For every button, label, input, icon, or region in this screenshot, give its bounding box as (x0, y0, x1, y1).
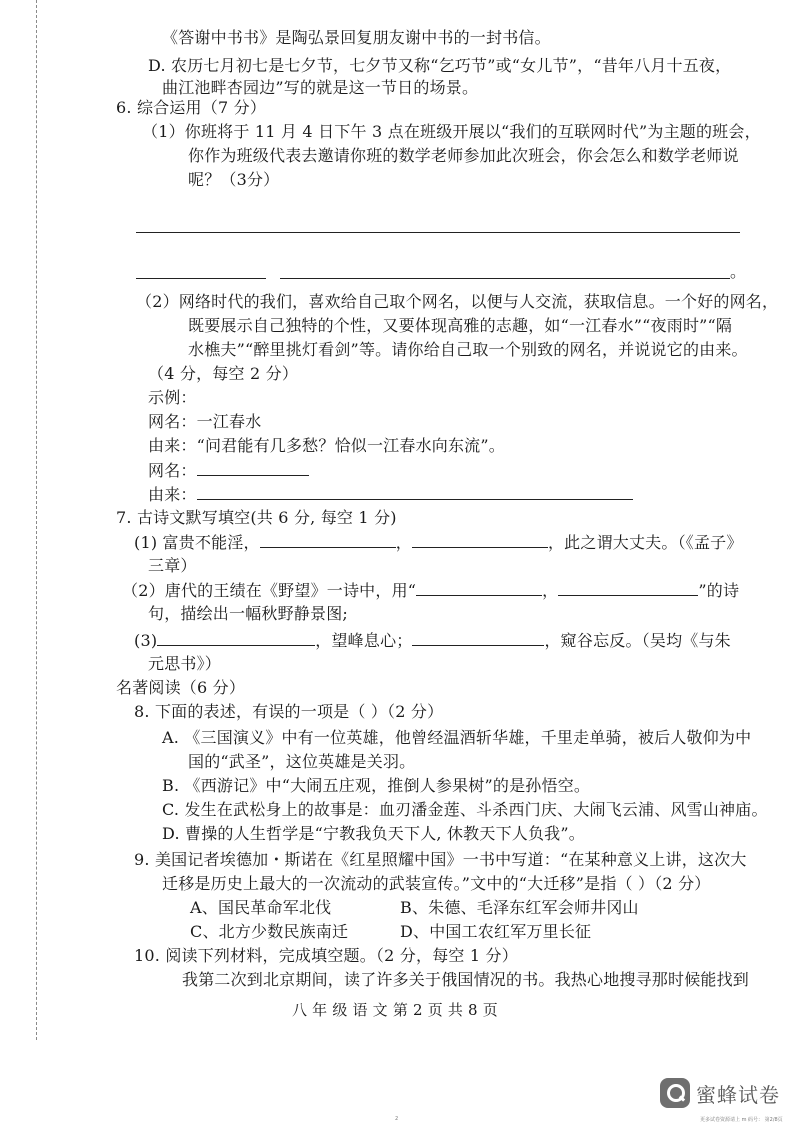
text-segment: ，窥谷忘反。（吴均《与朱 (544, 631, 731, 650)
poem-blank-6[interactable] (412, 630, 544, 646)
origin-blank[interactable] (197, 484, 633, 500)
option-b: B、朱德、毛泽东红军会师井冈山 (400, 898, 639, 917)
text-line: 国的“武圣”，这位英雄是关羽。 (188, 752, 416, 771)
origin-row (148, 484, 633, 505)
answer-line-2a[interactable] (136, 278, 266, 279)
period-mark: 。 (730, 262, 747, 281)
poem-blank-4[interactable] (558, 580, 698, 596)
option-b: B. 《西游记》中“大闹五庄观，推倒人参果树”的是孙悟空。 (162, 776, 591, 795)
option-d: D. 曹操的人生哲学是“宁教我负天下人, 休教天下人负我”。 (162, 824, 585, 843)
question-7-1 (134, 532, 743, 553)
question-7-heading: 7. 古诗文默写填空(共 6 分, 每空 1 分) (116, 508, 397, 527)
option-a: A. 《三国演义》中有一位英雄，他曾经温酒斩华雄，千里走单骑，被后人敬仰为中 (162, 728, 752, 747)
text-line: 三章） (148, 556, 197, 575)
poem-blank-5[interactable] (157, 630, 315, 646)
text-line: 水樵夫”“醉里挑灯看剑”等。请你给自己取一个别致的网名，并说说它的由来。 (188, 340, 748, 359)
binding-dash-line (36, 0, 37, 1040)
text-line: 曲江池畔杏园边”写的就是这一节日的场景。 (162, 78, 479, 97)
magnifier-icon (660, 1078, 690, 1108)
netname-blank[interactable] (197, 460, 309, 476)
page-footer: 八 年 级 语 文 第 2 页 共 8 页 (292, 1001, 498, 1019)
text-segment: (3) (134, 631, 158, 650)
text-segment: ， (542, 581, 559, 600)
poem-blank-2[interactable] (412, 532, 548, 548)
answer-line-1[interactable] (136, 232, 740, 233)
passage-line: 我第二次到北京期间，读了许多关于俄国情况的书。我热心地搜寻那时候能找到 (182, 970, 750, 989)
option-c: C. 发生在武松身上的故事是：血刃潘金莲、斗杀西门庆、大闹飞云浦、风雪山神庙。 (162, 800, 768, 819)
text-segment: ，望峰息心； (315, 631, 413, 650)
text-segment: ”的诗 (698, 581, 740, 600)
option-a: A、国民革命军北伐 (190, 898, 332, 917)
poem-blank-1[interactable] (260, 532, 396, 548)
netname-label: 网名： (148, 461, 197, 480)
text-segment: ，此之谓大丈夫。（《孟子》 (547, 533, 743, 552)
text-line: 句，描绘出一幅秋野静景图; (148, 604, 348, 623)
question-6-heading: 6. 综合运用（7 分） (116, 98, 267, 117)
text-line: 你作为班级代表去邀请你班的数学老师参加此次班会，你会怎么和数学老师说 (188, 146, 739, 165)
option-d: D、中国工农红军万里长征 (400, 922, 592, 941)
page-mark: 2 (395, 1116, 399, 1122)
netname-row (148, 460, 309, 481)
example-label: 示例： (148, 388, 197, 407)
question-7-2 (122, 580, 739, 601)
answer-line-2b[interactable] (280, 278, 730, 279)
question-8: 8. 下面的表述，有误的一项是（ ）（2 分） (134, 702, 444, 721)
section-heading: 名著阅读（6 分） (116, 678, 246, 697)
text-line: 元思书》） (148, 654, 222, 673)
poem-blank-3[interactable] (416, 580, 542, 596)
option-d: D. 农历七月初七是七夕节，七夕节又称“乞巧节”或“女儿节”，“昔年八月十五夜， (148, 56, 732, 75)
text-segment: （2）唐代的王绩在《野望》一诗中，用“ (122, 581, 417, 600)
text-segment: (1) 富贵不能淫， (134, 533, 260, 552)
example-netname: 网名：一江春水 (148, 412, 262, 431)
example-origin: 由来：“问君能有几多愁？恰似一江春水向东流”。 (148, 436, 505, 455)
watermark-logo (660, 1078, 780, 1108)
question-9: 9. 美国记者埃德加・斯诺在《红星照耀中国》一书中写道：“在某种意义上讲，这次大 (134, 850, 747, 869)
option-c: C、北方少数民族南迁 (190, 922, 349, 941)
text-line: （4 分，每空 2 分） (148, 364, 299, 383)
text-line: 《答谢中书书》是陶弘景回复朋友谢中书的一封书信。 (162, 28, 551, 47)
origin-label: 由来： (148, 485, 197, 504)
question-10: 10. 阅读下列材料，完成填空题。（2 分，每空 1 分） (134, 946, 518, 965)
text-line: 既要展示自己独特的个性，又要体现高雅的志趣，如“一江春水”“夜雨时”“隔 (188, 316, 733, 335)
logo-text: 蜜蜂试卷 (696, 1082, 780, 1107)
question-6-2: （2）网络时代的我们，喜欢给自己取个网名，以便与人交流，获取信息。一个好的网名， (136, 292, 779, 311)
question-7-3 (134, 630, 731, 651)
text-line: 迁移是历史上最大的一次流动的武装宣传。”文中的“大迁移”是指（ ）（2 分） (162, 874, 711, 893)
text-line: 呢？（3分） (188, 170, 280, 189)
text-segment: ， (395, 533, 412, 552)
fine-print: 更多试卷资源请上 m 码号： 第2/8页 (700, 1117, 783, 1123)
question-6-1: （1）你班将于 11 月 4 日下午 3 点在班级开展以“我们的互联网时代”为主题的班会， (142, 122, 761, 141)
